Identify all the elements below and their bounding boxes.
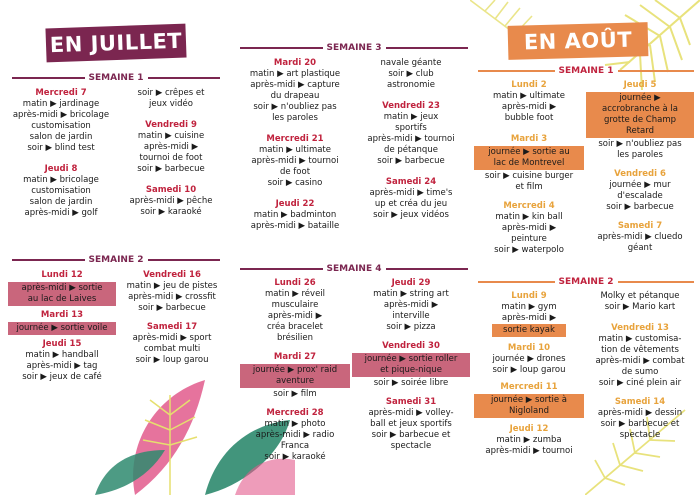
activity: soir ▶ crêpes et: [137, 88, 205, 98]
highlighted-activity: [492, 324, 566, 337]
activity: up et créa du jeu: [374, 199, 448, 209]
day-heading: Jeudi 8: [44, 164, 78, 174]
day-heading: Samedi 31: [385, 397, 437, 407]
activity: Nigloland: [508, 406, 550, 416]
day-heading: Vendredi 16: [143, 270, 201, 280]
activity: journée ▶ mur: [609, 180, 671, 190]
activity: matin ▶ handball: [25, 350, 99, 360]
activity: matin ▶ réveil: [264, 289, 326, 299]
aout-s2-right-column: [586, 291, 694, 441]
day-heading: Mardi 3: [510, 134, 548, 144]
activity: matin ▶ jeu de pistes: [126, 281, 218, 291]
juillet-s4-right-column: [352, 278, 470, 452]
activity: customisation: [31, 121, 91, 131]
activity: après-midi ▶ dessin: [597, 408, 683, 418]
aout-s1-right-column: [586, 80, 694, 254]
activity: soir ▶ barbecue: [606, 202, 674, 212]
activity: après-midi ▶ sport: [132, 333, 212, 343]
activity: après-midi ▶ bataille: [250, 221, 340, 231]
activity: et film: [515, 182, 543, 192]
activity: après-midi ▶ tournoi: [367, 134, 455, 144]
day-heading: Jeudi 15: [42, 339, 82, 349]
activity: après-midi ▶: [501, 102, 557, 112]
activity: après-midi ▶: [501, 313, 557, 323]
juillet-s3-left-column: [240, 58, 350, 232]
activity: soir ▶ barbecue et: [600, 419, 680, 429]
day-heading: Mardi 13: [40, 310, 84, 320]
day-heading: Vendredi 30: [382, 341, 440, 351]
activity: matin ▶ ultimate: [492, 91, 565, 101]
activity: soir ▶ club: [388, 69, 434, 79]
activity: après-midi ▶ volley-: [368, 408, 454, 418]
activity: journée ▶ sortie roller: [364, 354, 458, 364]
activity: soir ▶ loup garou: [492, 365, 566, 375]
activity: peinture: [511, 234, 547, 244]
activity: tournoi de foot: [139, 153, 203, 163]
activity: musculaire: [271, 300, 319, 310]
week-label: SEMAINE 1: [558, 66, 614, 76]
day-heading: Samedi 14: [614, 397, 666, 407]
activity: tion de vêtements: [601, 345, 679, 355]
day-heading: Lundi 26: [274, 278, 316, 288]
aout-title: EN AOÛT: [523, 27, 633, 55]
activity: soir ▶ Mario kart: [604, 302, 676, 312]
activity: soir ▶ n'oubliez pas: [598, 139, 682, 149]
activity: après-midi ▶ golf: [24, 208, 98, 218]
highlighted-activity: [8, 322, 116, 335]
day-heading: Lundi 9: [511, 291, 547, 301]
activity: Retard: [625, 126, 655, 136]
activity: Franca: [280, 441, 310, 451]
activity: après-midi ▶: [383, 300, 439, 310]
week-label: SEMAINE 3: [326, 43, 382, 53]
juillet-s3-right-column: [352, 58, 470, 221]
day-heading: Lundi 12: [41, 270, 83, 280]
day-heading: Vendredi 9: [145, 120, 197, 130]
activity: soir ▶ soirée libre: [373, 378, 449, 388]
aout-title-banner: [508, 22, 649, 60]
aout-s2-left-column: [474, 291, 584, 457]
activity: interville: [392, 311, 430, 321]
juillet-semaine-1-header: [12, 72, 220, 84]
activity: bubble foot: [504, 113, 554, 123]
activity: spectacle: [390, 441, 432, 451]
day-heading: Jeudi 29: [391, 278, 431, 288]
activity: du drapeau: [270, 91, 320, 101]
activity: après-midi ▶ bricolage: [12, 110, 110, 120]
activity: journée ▶ sortie à: [490, 395, 568, 405]
activity: journée ▶: [619, 93, 661, 103]
activity: soir ▶ blind test: [27, 143, 95, 153]
activity: soir ▶ cuisine burger: [484, 171, 574, 181]
activity: après-midi ▶ tournoi: [485, 446, 573, 456]
juillet-semaine-4-header: [240, 263, 468, 275]
activity: journée ▶ drones: [492, 354, 566, 364]
activity: après-midi ▶: [501, 223, 557, 233]
activity: les paroles: [272, 113, 318, 123]
activity: après-midi ▶ radio: [255, 430, 335, 440]
day-heading: Samedi 24: [385, 177, 437, 187]
day-heading: Mercredi 21: [266, 134, 324, 144]
juillet-s1-left-column: [8, 88, 114, 219]
day-heading: Mercredi 28: [266, 408, 324, 418]
highlighted-activity: [8, 282, 116, 306]
activity: matin ▶ cuisine: [137, 131, 205, 141]
juillet-semaine-2-header: [12, 254, 220, 266]
activity: sortie kayak: [503, 325, 555, 335]
juillet-s2-right-column: [118, 270, 226, 366]
highlighted-activity: [352, 353, 470, 377]
activity: matin ▶ string art: [373, 289, 449, 299]
activity: soir ▶ film: [273, 389, 317, 399]
activity: journée ▶ prox' raid: [252, 365, 338, 375]
day-heading: Mardi 27: [273, 352, 317, 362]
activity: matin ▶ gym: [501, 302, 557, 312]
activity: soir ▶ jeux de café: [22, 372, 102, 382]
activity: après-midi ▶ time's: [369, 188, 453, 198]
activity: astronomie: [387, 80, 435, 90]
activity: matin ▶ jeux: [383, 112, 439, 122]
activity: géant: [627, 243, 653, 253]
activity: d'escalade: [617, 191, 663, 201]
activity: soir ▶ casino: [267, 178, 323, 188]
day-heading: Mardi 20: [273, 58, 317, 68]
day-heading: Mercredi 11: [500, 382, 558, 392]
activity: matin ▶ customisa-: [598, 334, 682, 344]
activity: au lac de Laives: [27, 294, 97, 304]
activity: matin ▶ jardinage: [22, 99, 100, 109]
activity: soir ▶ karaoké: [264, 452, 326, 462]
day-heading: Vendredi 6: [614, 169, 666, 179]
activity: salon de jardin: [29, 197, 93, 207]
activity: après-midi ▶ pêche: [129, 196, 213, 206]
activity: soir ▶ barbecue: [138, 303, 206, 313]
aout-semaine-1-header: [478, 65, 694, 77]
highlighted-activity: [586, 92, 694, 138]
activity: soir ▶ barbecue et: [371, 430, 451, 440]
activity: matin ▶ photo: [264, 419, 326, 429]
activity: matin ▶ bricolage: [23, 175, 99, 185]
activity: accrobranche à la: [601, 104, 679, 114]
activity: matin ▶ art plastique: [249, 69, 341, 79]
activity: lac de Montrevel: [493, 158, 565, 168]
activity: navale géante: [380, 58, 442, 68]
activity: matin ▶ ultimate: [258, 145, 331, 155]
activity: après-midi ▶: [267, 311, 323, 321]
activity: soir ▶ waterpolo: [494, 245, 564, 255]
activity: brésilien: [276, 333, 314, 343]
activity: après-midi ▶ capture: [250, 80, 340, 90]
day-heading: Mercredi 7: [35, 88, 87, 98]
activity: matin ▶ zumba: [496, 435, 562, 445]
activity: soir ▶ barbecue: [377, 156, 445, 166]
activity: après-midi ▶ combat: [595, 356, 685, 366]
activity: salon de jardin: [29, 132, 93, 142]
activity: ball et jeux sportifs: [370, 419, 452, 429]
juillet-s2-left-column: [8, 270, 116, 383]
day-heading: Samedi 7: [617, 221, 663, 231]
activity: jeux vidéo: [149, 99, 193, 109]
activity: customisation: [31, 186, 91, 196]
activity: après-midi ▶ crossfit: [128, 292, 216, 302]
activity: grotte de Champ: [603, 115, 677, 125]
day-heading: Mercredi 4: [503, 201, 555, 211]
week-label: SEMAINE 2: [88, 255, 144, 265]
activity: journée ▶ sortie voile: [16, 323, 108, 333]
activity: matin ▶ kin ball: [495, 212, 563, 222]
activity: spectacle: [619, 430, 661, 440]
day-heading: Jeudi 22: [275, 199, 315, 209]
activity: et pique-nique: [380, 365, 442, 375]
activity: après-midi ▶ tournoi: [251, 156, 339, 166]
activity: matin ▶ badminton: [253, 210, 337, 220]
day-heading: Jeudi 5: [623, 80, 657, 90]
activity: après-midi ▶ cluedo: [597, 232, 683, 242]
highlighted-activity: [240, 364, 350, 388]
juillet-title-banner: [45, 24, 186, 63]
activity: après-midi ▶ tag: [26, 361, 98, 371]
activity: aventure: [275, 376, 315, 386]
activity: de sumo: [621, 367, 659, 377]
activity: de pétanque: [384, 145, 438, 155]
week-label: SEMAINE 2: [558, 277, 614, 287]
activity: après-midi ▶: [143, 142, 199, 152]
day-heading: Samedi 10: [145, 185, 197, 195]
aout-s1-left-column: [474, 80, 584, 256]
activity: journée ▶ sortie au: [488, 147, 570, 157]
juillet-s4-left-column: [240, 278, 350, 463]
day-heading: Vendredi 13: [611, 323, 669, 333]
day-heading: Mardi 10: [507, 343, 551, 353]
day-heading: Vendredi 23: [382, 101, 440, 111]
activity: de foot: [279, 167, 311, 177]
activity: après-midi ▶ sortie: [21, 283, 103, 293]
activity: soir ▶ n'oubliez pas: [253, 102, 337, 112]
juillet-s1-right-column: [118, 88, 224, 218]
highlighted-activity: [474, 394, 584, 418]
activity: soir ▶ ciné plein air: [598, 378, 682, 388]
juillet-title: EN JUILLET: [49, 28, 183, 58]
week-label: SEMAINE 4: [326, 264, 382, 274]
activity: soir ▶ loup garou: [135, 355, 209, 365]
activity: combat multi: [143, 344, 201, 354]
juillet-semaine-3-header: [240, 42, 468, 54]
activity: soir ▶ jeux vidéos: [373, 210, 449, 220]
activity: créa bracelet: [266, 322, 324, 332]
activity: sportifs: [395, 123, 427, 133]
activity: soir ▶ barbecue: [137, 164, 205, 174]
day-heading: Jeudi 12: [509, 424, 549, 434]
activity: soir ▶ pizza: [386, 322, 436, 332]
activity: Molky et pétanque: [600, 291, 680, 301]
highlighted-activity: [474, 146, 584, 170]
aout-semaine-2-header: [478, 276, 694, 288]
activity: les paroles: [617, 150, 663, 160]
day-heading: Lundi 2: [511, 80, 547, 90]
day-heading: Samedi 17: [146, 322, 198, 332]
activity: soir ▶ karaoké: [140, 207, 202, 217]
week-label: SEMAINE 1: [88, 73, 144, 83]
